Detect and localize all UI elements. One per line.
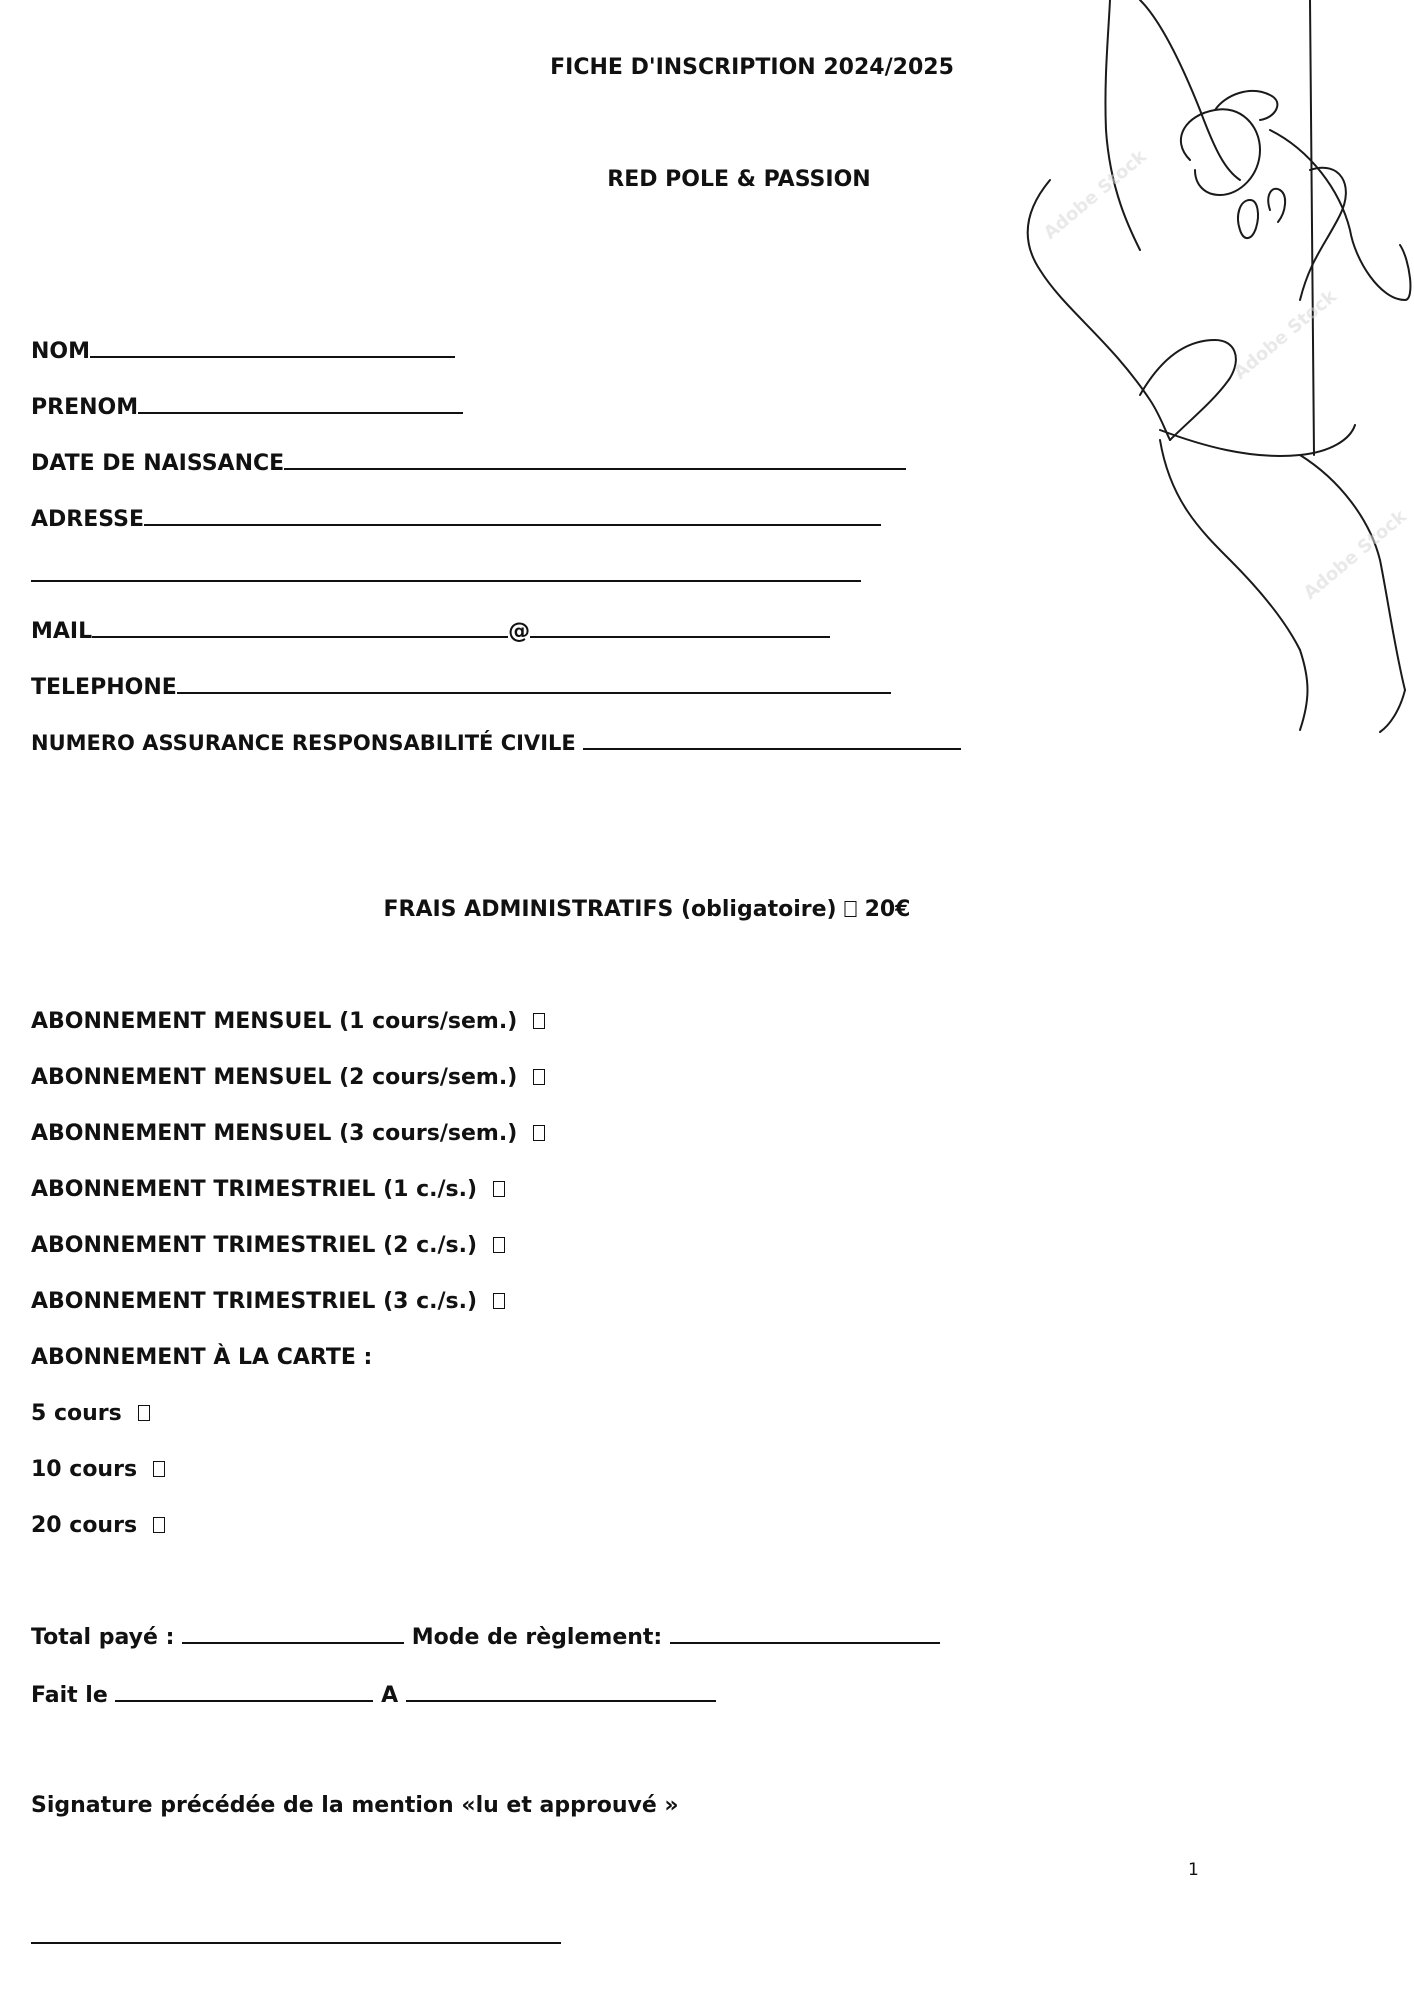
admin-fees bbox=[383, 896, 910, 924]
signature-line[interactable] bbox=[31, 1922, 561, 1944]
subscription-label: ABONNEMENT MENSUEL (1 cours/sem.) bbox=[31, 1009, 518, 1034]
subscription-option bbox=[31, 1064, 545, 1092]
subscription-option bbox=[31, 1288, 505, 1316]
pole-dancer-line-art-icon bbox=[1010, 0, 1414, 740]
date-place-row bbox=[31, 1680, 716, 1710]
subscription-checkbox[interactable] bbox=[493, 1293, 505, 1309]
field-assurance bbox=[31, 728, 961, 757]
carte-option-checkbox[interactable] bbox=[153, 1517, 165, 1533]
subscription-label: ABONNEMENT MENSUEL (2 cours/sem.) bbox=[31, 1065, 518, 1090]
carte-option-checkbox[interactable] bbox=[138, 1405, 150, 1421]
carte-option bbox=[31, 1456, 165, 1484]
field-date-naissance-label: DATE DE NAISSANCE bbox=[31, 451, 285, 476]
fait-le-label: Fait le bbox=[31, 1683, 108, 1708]
field-nom-label: NOM bbox=[31, 339, 91, 364]
subscription-label: ABONNEMENT TRIMESTRIEL (1 c./s.) bbox=[31, 1177, 478, 1202]
signature-label: Signature précédée de la mention «lu et approuvé » bbox=[31, 1793, 679, 1818]
dancer-arm-left bbox=[1105, 0, 1140, 250]
subscription-option bbox=[31, 1232, 505, 1260]
dancer-detail bbox=[1238, 200, 1258, 238]
field-date-naissance bbox=[31, 448, 906, 478]
carte-option-label: 5 cours bbox=[31, 1401, 122, 1426]
watermark-text: Adobe Stock bbox=[1039, 146, 1151, 244]
subscription-option bbox=[31, 1176, 505, 1204]
field-assurance-line[interactable] bbox=[583, 728, 961, 750]
payment-mode-label: Mode de règlement: bbox=[411, 1625, 663, 1650]
studio-name: RED POLE & PASSION bbox=[607, 167, 871, 192]
subscription-checkbox[interactable] bbox=[533, 1069, 545, 1085]
field-mail bbox=[31, 616, 830, 646]
field-mail-domain-line[interactable] bbox=[530, 616, 830, 638]
subscription-label: ABONNEMENT TRIMESTRIEL (3 c./s.) bbox=[31, 1289, 478, 1314]
carte-option-label: 20 cours bbox=[31, 1513, 138, 1538]
field-telephone-line[interactable] bbox=[177, 672, 891, 694]
field-telephone bbox=[31, 672, 891, 702]
payment-mode-line[interactable] bbox=[670, 1622, 940, 1644]
field-mail-user-line[interactable] bbox=[92, 616, 508, 638]
watermark-text: Adobe Stock bbox=[1299, 506, 1411, 604]
dancer-leg-back bbox=[1300, 455, 1405, 690]
field-mail-label: MAIL bbox=[31, 619, 93, 644]
signature-area bbox=[31, 1922, 561, 1952]
field-adresse-line-2 bbox=[31, 560, 861, 590]
subscription-label: ABONNEMENT TRIMESTRIEL (2 c./s.) bbox=[31, 1233, 478, 1258]
payment-row bbox=[31, 1622, 940, 1652]
watermark-text: Adobe Stock bbox=[1229, 286, 1341, 384]
dancer-head bbox=[1181, 109, 1260, 195]
dancer-arm-raised bbox=[1140, 0, 1240, 180]
dancer-waist bbox=[1160, 425, 1355, 456]
field-adresse bbox=[31, 504, 881, 534]
dancer-leg-front bbox=[1160, 440, 1300, 650]
subscription-checkbox[interactable] bbox=[533, 1013, 545, 1029]
field-adresse-line-2-blank[interactable] bbox=[31, 560, 861, 582]
field-telephone-label: TELEPHONE bbox=[31, 675, 177, 700]
pole-line bbox=[1310, 0, 1314, 455]
total-paid-line[interactable] bbox=[182, 1622, 404, 1644]
dancer-hip bbox=[1140, 340, 1236, 440]
subscription-option bbox=[31, 1120, 545, 1148]
field-adresse-line[interactable] bbox=[144, 504, 881, 526]
field-prenom-label: PRENOM bbox=[31, 395, 139, 420]
page-number: 1 bbox=[1188, 1860, 1199, 1880]
subscription-label: ABONNEMENT MENSUEL (3 cours/sem.) bbox=[31, 1121, 518, 1146]
field-prenom bbox=[31, 392, 463, 422]
form-title: FICHE D'INSCRIPTION 2024/2025 bbox=[550, 55, 954, 80]
field-date-naissance-line[interactable] bbox=[284, 448, 906, 470]
dancer-back bbox=[1300, 168, 1346, 300]
total-paid-label: Total payé : bbox=[31, 1625, 175, 1650]
carte-option-label: 10 cours bbox=[31, 1457, 138, 1482]
subscription-checkbox[interactable] bbox=[533, 1125, 545, 1141]
dancer-detail bbox=[1268, 189, 1285, 222]
fait-le-line[interactable] bbox=[115, 1680, 373, 1702]
carte-heading: ABONNEMENT À LA CARTE : bbox=[31, 1345, 373, 1370]
dancer-foot bbox=[1300, 650, 1308, 730]
subscription-option bbox=[31, 1008, 545, 1036]
place-line[interactable] bbox=[406, 1680, 716, 1702]
dancer-hair bbox=[1215, 91, 1277, 120]
subscription-checkbox[interactable] bbox=[493, 1237, 505, 1253]
admin-fees-label: FRAIS ADMINISTRATIFS (obligatoire) bbox=[383, 897, 837, 922]
field-nom bbox=[31, 336, 455, 366]
carte-option bbox=[31, 1512, 165, 1540]
field-adresse-label: ADRESSE bbox=[31, 507, 144, 532]
admin-fees-checkbox[interactable] bbox=[845, 901, 857, 917]
subscription-checkbox[interactable] bbox=[493, 1181, 505, 1197]
field-assurance-label: NUMERO ASSURANCE RESPONSABILITÉ CIVILE bbox=[31, 731, 576, 755]
dancer-foot bbox=[1380, 690, 1405, 732]
place-label: A bbox=[381, 1683, 399, 1708]
field-prenom-line[interactable] bbox=[138, 392, 463, 414]
admin-fees-amount: 20€ bbox=[864, 897, 911, 922]
field-mail-at: @ bbox=[508, 619, 531, 644]
carte-option bbox=[31, 1400, 150, 1428]
field-nom-line[interactable] bbox=[90, 336, 455, 358]
carte-option-checkbox[interactable] bbox=[153, 1461, 165, 1477]
